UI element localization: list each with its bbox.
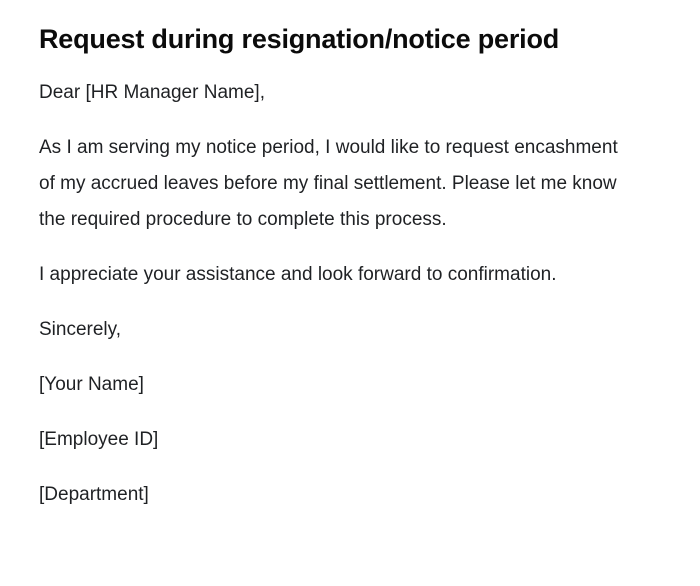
closing-paragraph: Sincerely,: [39, 319, 122, 340]
signature-name: [Your Name]: [39, 374, 144, 395]
page-title: Request during resignation/notice period: [39, 24, 560, 54]
body-paragraph-request: As I am serving my notice period, I would like to request encashment of my accrued leaves before my final settlement. Please let me know the required procedure to complete this process.: [39, 137, 618, 230]
signature-department: [Department]: [39, 484, 149, 505]
salutation-paragraph: Dear [HR Manager Name],: [39, 82, 265, 103]
body-paragraph-appreciation: I appreciate your assistance and look forward to confirmation.: [39, 264, 557, 285]
signature-employee-id: [Employee ID]: [39, 429, 159, 450]
